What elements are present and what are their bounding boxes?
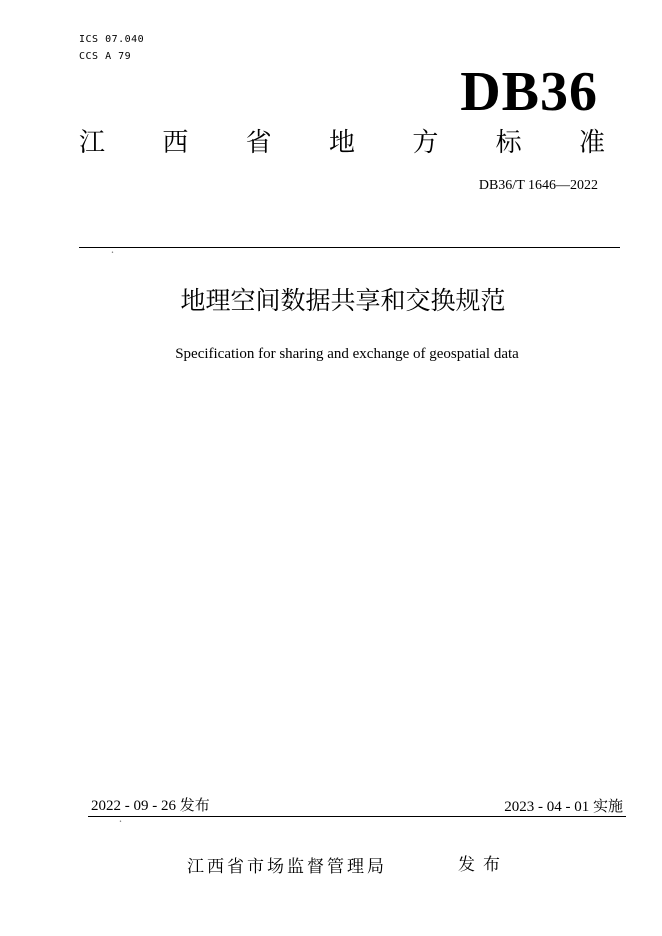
standard-type-char: 江	[79, 128, 106, 158]
standard-number: DB36/T 1646—2022	[478, 178, 598, 193]
paragraph-mark: •	[111, 250, 114, 256]
publish-date: 2022 - 09 - 26 发布	[91, 798, 210, 814]
standard-type-char: 准	[578, 128, 605, 158]
document-title-english: Specification for sharing and exchange of geospatial data	[175, 346, 519, 362]
header-divider	[79, 247, 620, 248]
issue-label: 发布	[458, 855, 508, 875]
document-title-chinese: 地理空间数据共享和交换规范	[180, 286, 506, 315]
standard-type-char: 标	[495, 128, 522, 158]
standard-type-char: 西	[162, 128, 189, 158]
ccs-code: CCS A 79	[79, 51, 132, 62]
paragraph-mark: •	[119, 819, 122, 825]
standard-type-char: 省	[245, 128, 272, 158]
standard-type-label	[79, 130, 605, 156]
implement-date: 2023 - 04 - 01 实施	[504, 799, 623, 815]
issuing-authority: 江西省市场监督管理局	[187, 857, 387, 877]
ics-code: ICS 07.040	[79, 34, 145, 45]
footer-divider	[88, 816, 626, 817]
standard-type-char: 地	[328, 128, 355, 158]
standard-logo: DB36	[460, 61, 598, 123]
standard-type-char: 方	[412, 128, 439, 158]
